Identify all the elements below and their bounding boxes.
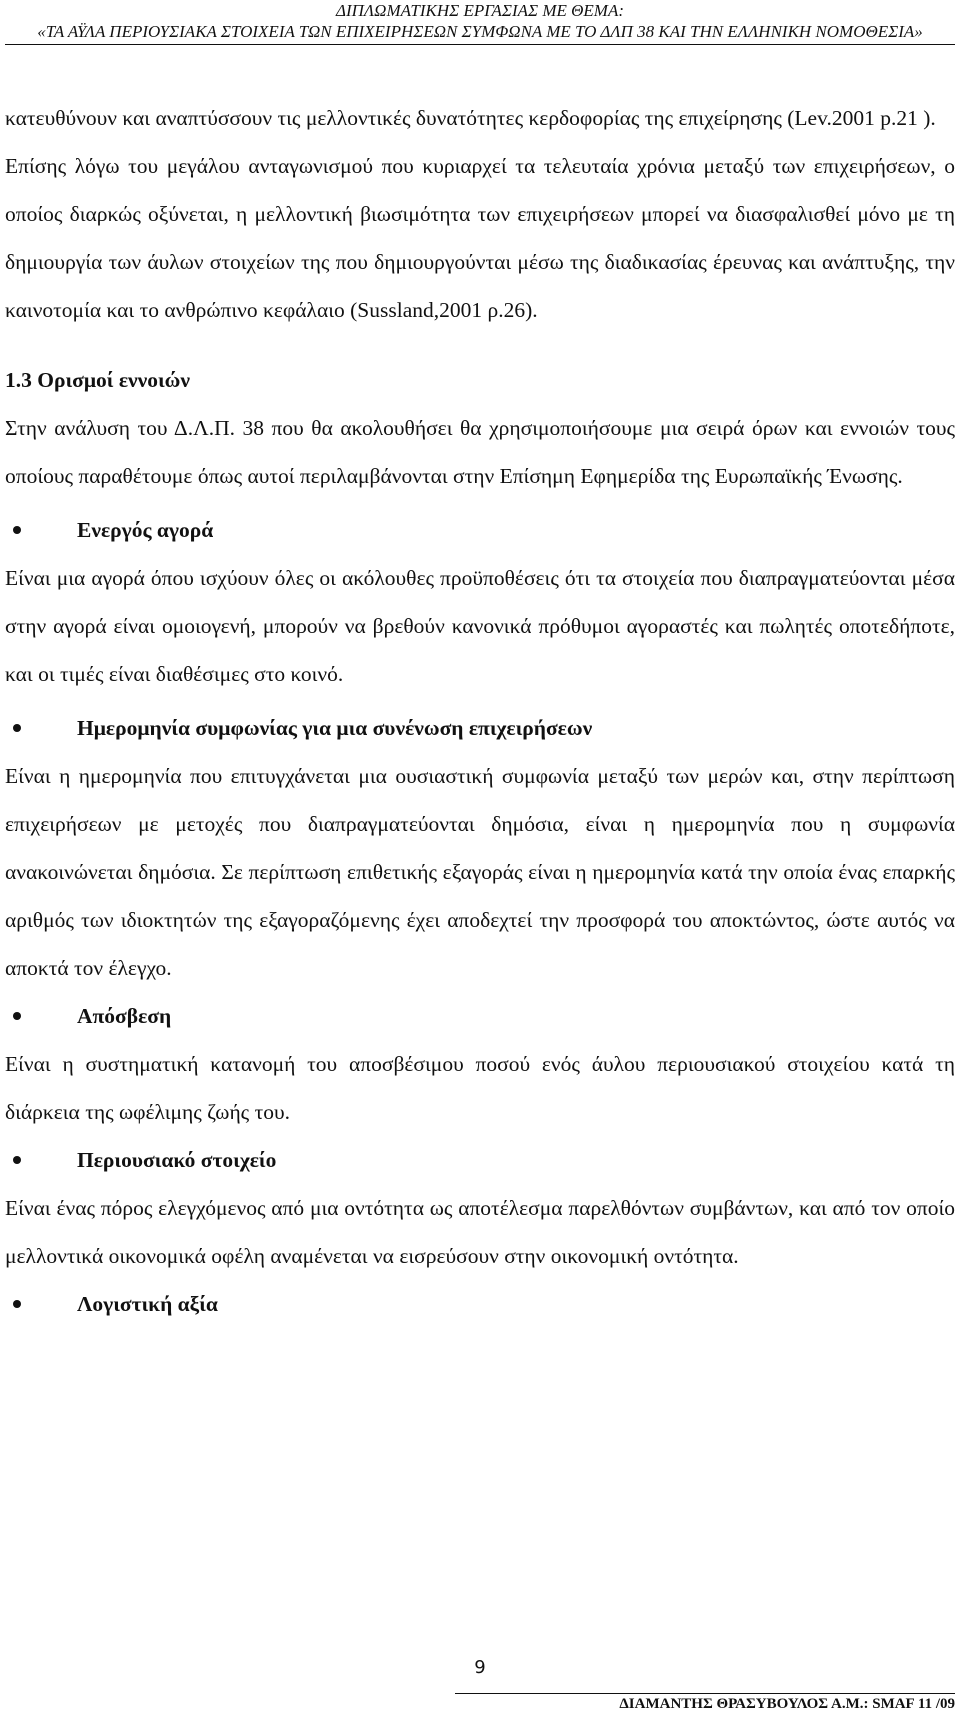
header-divider — [5, 44, 955, 45]
definition-term: Απόσβεση — [77, 1004, 172, 1028]
definition-term: Λογιστική αξία — [77, 1292, 218, 1316]
definition-text: Είναι η ημερομηνία που επιτυγχάνεται μια ουσιαστική συμφωνία μεταξύ των μερών και, στην περίπτωση επιχειρήσεων με μετοχές που διαπραγματεύονται δημόσια, είναι η ημερομηνία που η συμφωνία ανακοινώνεται δημόσια. Σε περίπτωση επιθετικής εξαγοράς είναι η ημερομηνία κατά την οποία ένας επαρκής αριθμός των ιδιοκτητών της εξαγοραζόμενης έχει αποδεχτεί την προσφορά του αποκτώντος, ώστε αυτός να αποκτά τον έλεγχο. — [5, 764, 955, 980]
definition-term: Ενεργός αγορά — [77, 518, 214, 542]
header-line-2: «ΤΑ ΑΫΛΑ ΠΕΡΙΟΥΣΙΑΚΑ ΣΤΟΙΧΕΙΑ ΤΩΝ ΕΠΙΧΕΙΡΗΣΕΩΝ ΣΥΜΦΩΝΑ ΜΕ ΤΟ ΔΛΠ 38 ΚΑΙ ΤΗΝ ΕΛΛΗΝΙΚΗ ΝΟΜΟΘΕΣΙΑ» — [37, 22, 923, 41]
definition-term: Ημερομηνία συμφωνίας για μια συνένωση επιχειρήσεων — [77, 716, 593, 740]
document-body — [5, 94, 955, 1328]
definition-item — [5, 704, 955, 752]
bullet-icon — [13, 526, 21, 534]
definition-text: Είναι μια αγορά όπου ισχύουν όλες οι ακόλουθες προϋποθέσεις ότι τα στοιχεία που διαπραγματεύονται μέσα στην αγορά είναι ομοιογενή, μπορούν να βρεθούν κανονικά πρόθυμοι αγοραστές και πωλητές οποτεδήποτε, και οι τιμές είναι διαθέσιμες στο κοινό. — [5, 566, 955, 686]
page-number: 9 — [474, 1657, 486, 1678]
bullet-icon — [13, 1156, 21, 1164]
bullet-icon — [13, 1012, 21, 1020]
definition-item — [5, 1280, 955, 1328]
header-line-1: ΔΙΠΛΩΜΑΤΙΚΗΣ ΕΡΓΑΣΙΑΣ ΜΕ ΘΕΜΑ: — [335, 1, 625, 20]
definition-item — [5, 506, 955, 554]
bullet-icon — [13, 724, 21, 732]
intro-paragraph-1: κατευθύνουν και αναπτύσσουν τις μελλοντικές δυνατότητες κερδοφορίας της επιχείρησης (Lev.2001 p.21 ). — [5, 106, 936, 130]
definition-item — [5, 1136, 955, 1184]
definition-item — [5, 992, 955, 1040]
definition-term: Περιουσιακό στοιχείο — [77, 1148, 277, 1172]
footer-divider — [455, 1693, 955, 1694]
intro-paragraph-2: Επίσης λόγω του μεγάλου ανταγωνισμού που κυριαρχεί τα τελευταία χρόνια μεταξύ των επιχειρήσεων, ο οποίος διαρκώς οξύνεται, η μελλοντική βιωσιμότητα των επιχειρήσεων μπορεί να διασφαλισθεί μόνο με τη δημιουργία των άυλων στοιχείων της που δημιουργούνται μέσω της διαδικασίας έρευνας και ανάπτυξης, την καινοτομία και το ανθρώπινο κεφάλαιο (Sussland,2001 ρ.26). — [5, 154, 955, 322]
definition-text: Είναι ένας πόρος ελεγχόμενος από μια οντότητα ως αποτέλεσμα παρελθόντων συμβάντων, και από τον οποίο μελλοντικά οικονομικά οφέλη αναμένεται να εισρεύσουν στην οικονομική οντότητα. — [5, 1196, 955, 1268]
page-footer — [0, 1657, 960, 1717]
footer-author: ΔΙΑΜΑΝΤΗΣ ΘΡΑΣΥΒΟΥΛΟΣ Α.Μ.: SMAF 11 /09 — [619, 1696, 955, 1712]
section-intro-paragraph: Στην ανάλυση του Δ.Λ.Π. 38 που θα ακολουθήσει θα χρησιμοποιήσουμε μια σειρά όρων και εννοιών τους οποίους παραθέτουμε όπως αυτοί περιλαμβάνονται στην Επίσημη Εφημερίδα της Ευρωπαϊκής Ένωσης. — [5, 416, 955, 488]
section-heading: 1.3 Ορισμοί εννοιών — [5, 368, 190, 392]
bullet-icon — [13, 1300, 21, 1308]
definition-text: Είναι η συστηματική κατανομή του αποσβέσιμου ποσού ενός άυλου περιουσιακού στοιχείου κατά τη διάρκεια της ωφέλιμης ζωής του. — [5, 1052, 955, 1124]
page-header — [0, 0, 960, 42]
